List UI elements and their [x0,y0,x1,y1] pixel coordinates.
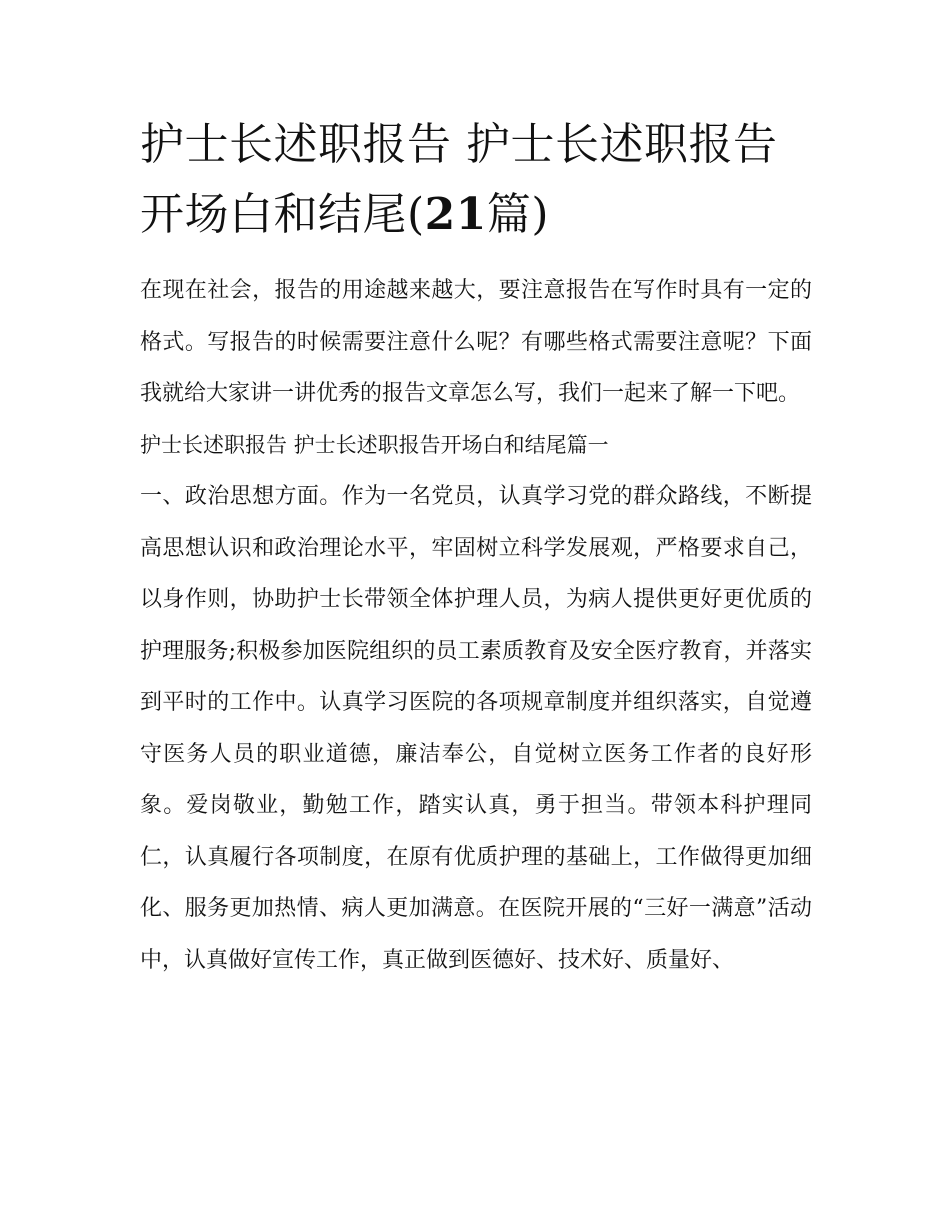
document-title [140,110,812,250]
title-number: 21 [424,189,487,240]
title-suffix: 篇) [486,189,550,240]
intro-paragraph: 在现在社会，报告的用途越来越大，要注意报告在写作时具有一定的格式。写报告的时候需要注意什么呢？有哪些格式需要注意呢？下面我就给大家讲一讲优秀的报告文章怎么写，我们一起来了解一下吧。 [140,278,812,406]
section-heading: 护士长述职报告 护士长述职报告开场白和结尾篇一 [140,432,609,457]
document-content [140,110,812,986]
body-paragraph: 一、政治思想方面。作为一名党员，认真学习党的群众路线，不断提高思想认识和政治理论水平，牢固树立科学发展观，严格要求自己，以身作则，协助护士长带领全体护理人员，为病人提供更好更优质的护理服务;积极参加医院组织的员工素质教育及安全医疗教育，并落实到平时的工作中。认真学习医院的各项规章制度并组织落实，自觉遵守医务人员的职业道德，廉洁奉公，自觉树立医务工作者的良好形象。爱岗敬业，勤勉工作，踏实认真，勇于担当。带领本科护理同仁，认真履行各项制度，在原有优质护理的基础上，工作做得更加细化、服务更加热情、病人更加满意。在医院开展的“三好一满意”活动中，认真做好宣传工作，真正做到医德好、技术好、质量好、 [140,484,812,973]
title-text: 护士长述职报告 护士长述职报告开场白和结尾( [140,119,778,240]
